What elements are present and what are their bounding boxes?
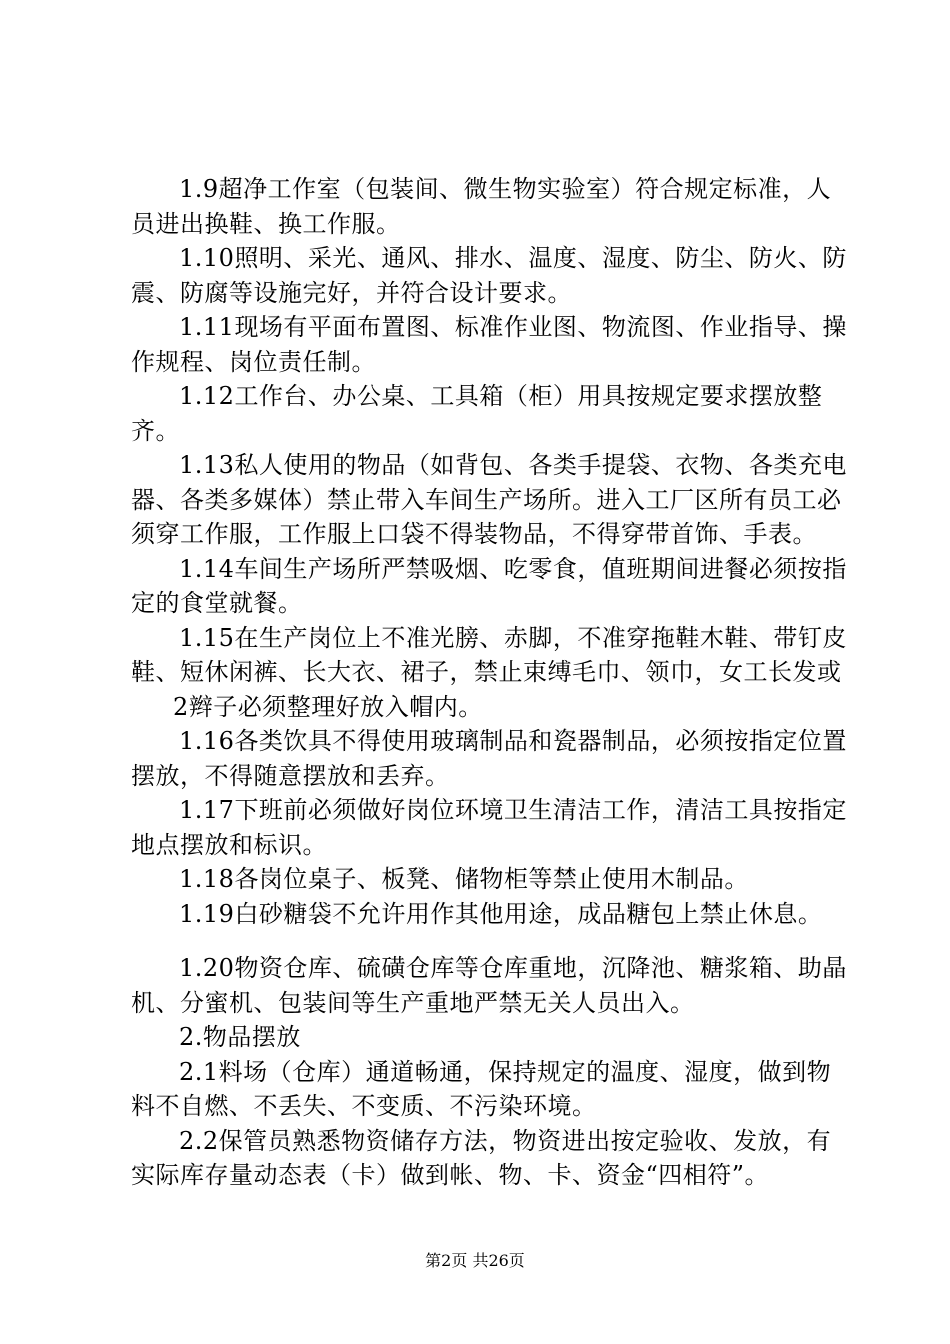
paragraph-1-20: 1.20物资仓库、硫磺仓库等仓库重地，沉降池、糖浆箱、助晶机、分蜜机、包装间等生产重地严禁无关人员出入。 bbox=[131, 954, 847, 1017]
page-footer: 第2页 共26页 bbox=[425, 1251, 525, 1270]
paragraph-1-9: 1.9超净工作室（包装间、微生物实验室）符合规定标准，人员进出换鞋、换工作服。 bbox=[131, 175, 832, 238]
paragraph-gap bbox=[131, 931, 851, 951]
section-heading-2: 2.物品摆放 bbox=[179, 1023, 301, 1051]
paragraph-1-14: 1.14车间生产场所严禁吸烟、吃零食，值班期间进餐必须按指定的食堂就餐。 bbox=[131, 554, 847, 617]
paragraph-1-15: 1.15在生产岗位上不准光膀、赤脚，不准穿拖鞋木鞋、带钉皮鞋、短休闲裤、长大衣、裙子，禁止束缚毛巾、领巾，女工长发或 bbox=[131, 623, 847, 686]
paragraph-1-11: 1.11现场有平面布置图、标准作业图、物流图、作业指导、操作规程、岗位责任制。 bbox=[131, 313, 847, 376]
paragraph-2-1: 2.1料场（仓库）通道畅通，保持规定的温度、湿度，做到物料不自燃、不丢失、不变质、不污染环境。 bbox=[131, 1057, 832, 1120]
paragraph-1-17: 1.17下班前必须做好岗位环境卫生清洁工作，清洁工具按指定地点摆放和标识。 bbox=[131, 796, 847, 859]
paragraph-1-18: 1.18各岗位桌子、板凳、储物柜等禁止使用木制品。 bbox=[179, 865, 749, 893]
paragraph-1-16: 1.16各类饮具不得使用玻璃制品和瓷器制品，必须按指定位置摆放，不得随意摆放和丢弃。 bbox=[131, 727, 847, 790]
paragraph-1-19: 1.19白砂糖袋不允许用作其他用途，成品糖包上禁止休息。 bbox=[179, 899, 823, 928]
document-body bbox=[131, 172, 851, 1193]
paragraph-1-10: 1.10照明、采光、通风、排水、温度、湿度、防尘、防火、防震、防腐等设施完好，并符合设计要求。 bbox=[131, 244, 847, 307]
paragraph-1-12: 1.12工作台、办公桌、工具箱（柜）用具按规定要求摆放整齐。 bbox=[131, 382, 823, 445]
paragraph-1-13: 1.13私人使用的物品（如背包、各类手提袋、衣物、各类充电器、各类多媒体）禁止带入车间生产场所。进入工厂区所有员工必须穿工作服，工作服上口袋不得装物品，不得穿带首饰、手表。 bbox=[131, 451, 847, 548]
paragraph-2-2: 2.2保管员熟悉物资储存方法，物资进出按定验收、发放，有实际库存量动态表（卡）做到帐、物、卡、资金“四相符”。 bbox=[131, 1126, 832, 1189]
paragraph-hair-continuation: 2辫子必须整理好放入帽内。 bbox=[173, 692, 483, 721]
